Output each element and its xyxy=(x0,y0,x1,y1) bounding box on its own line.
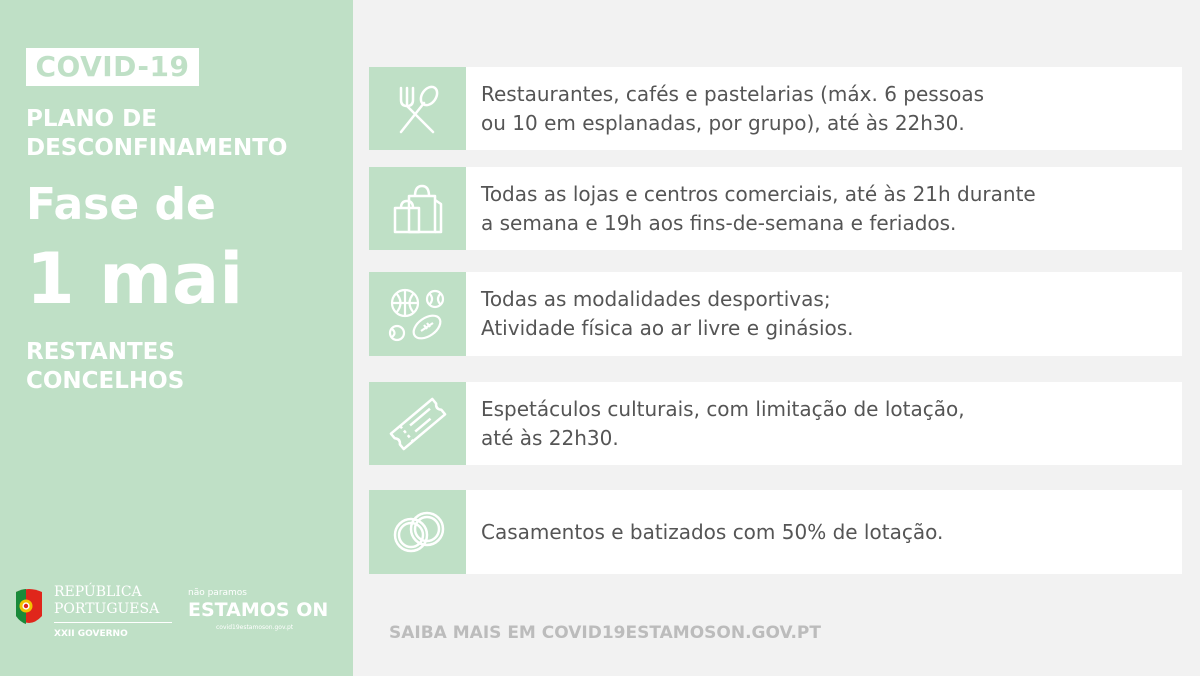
logo-gov-line3: XXII GOVERNO xyxy=(54,629,128,639)
phase-date: 1 mai xyxy=(26,238,244,320)
measure-text-line1: Todas as lojas e centros comerciais, até às 21h durante xyxy=(481,181,1036,206)
measure-text-line1: Restaurantes, cafés e pastelarias (máx. 6 pessoas xyxy=(481,81,985,106)
measure-text-line1: Todas as modalidades desportivas; xyxy=(481,287,831,311)
measure-icon-box xyxy=(369,382,466,465)
logo-divider xyxy=(54,622,172,623)
measure-text-line2: ou 10 em esplanadas, por grupo), até às 22h30. xyxy=(481,110,965,135)
scope-line2: CONCELHOS xyxy=(26,368,185,394)
measure-icon-box xyxy=(369,272,466,356)
measure-text xyxy=(481,67,1172,150)
ticket-icon xyxy=(383,389,453,459)
logo-gov-line2: PORTUGUESA xyxy=(54,601,160,617)
footer-more-info: SAIBA MAIS EM COVID19ESTAMOSON.GOV.PT xyxy=(389,623,821,643)
measure-row-shops xyxy=(369,167,1182,250)
logo-campaign-url: covid19estamoson.gov.pt xyxy=(216,624,294,631)
scope-label xyxy=(26,338,346,396)
measure-text xyxy=(481,382,1172,465)
measure-icon-box xyxy=(369,167,466,250)
shopping-bags-icon xyxy=(383,174,453,244)
sidebar-panel xyxy=(0,0,353,676)
plan-title-line2: DESCONFINAMENTO xyxy=(26,135,288,161)
measure-row-restaurants xyxy=(369,67,1182,150)
logo-gov-line1: REPÚBLICA xyxy=(54,584,142,600)
covid-badge: COVID-19 xyxy=(26,48,199,86)
scope-line1: RESTANTES xyxy=(26,339,175,365)
fork-spoon-icon xyxy=(383,74,453,144)
measure-text xyxy=(481,490,1172,574)
measure-text-line1: Espetáculos culturais, com limitação de lotação, xyxy=(481,396,965,421)
logo-campaign-tagline: não paramos xyxy=(188,588,247,598)
portugal-flag-icon xyxy=(14,586,44,628)
plan-title-line1: PLANO DE xyxy=(26,106,157,132)
measure-text-line2: a semana e 19h aos fins-de-semana e feriados. xyxy=(481,210,957,235)
measure-text xyxy=(481,167,1172,250)
measure-row-culture xyxy=(369,382,1182,465)
republica-portuguesa-logo xyxy=(14,584,164,646)
measure-row-sports xyxy=(369,272,1182,356)
plan-title xyxy=(26,105,346,163)
measure-icon-box xyxy=(369,490,466,574)
sports-balls-icon xyxy=(383,279,453,349)
measure-row-weddings xyxy=(369,490,1182,574)
measure-icon-box xyxy=(369,67,466,150)
measure-text xyxy=(481,272,1172,356)
estamos-on-logo xyxy=(188,588,338,638)
measure-text-line2: Atividade física ao ar livre e ginásios. xyxy=(481,316,854,340)
logo-campaign-name: ESTAMOS ON xyxy=(188,599,329,621)
wedding-rings-icon xyxy=(383,497,453,567)
measure-text-line2: até às 22h30. xyxy=(481,425,619,450)
phase-label: Fase de xyxy=(26,179,216,230)
measure-text-line1: Casamentos e batizados com 50% de lotação. xyxy=(481,519,944,544)
